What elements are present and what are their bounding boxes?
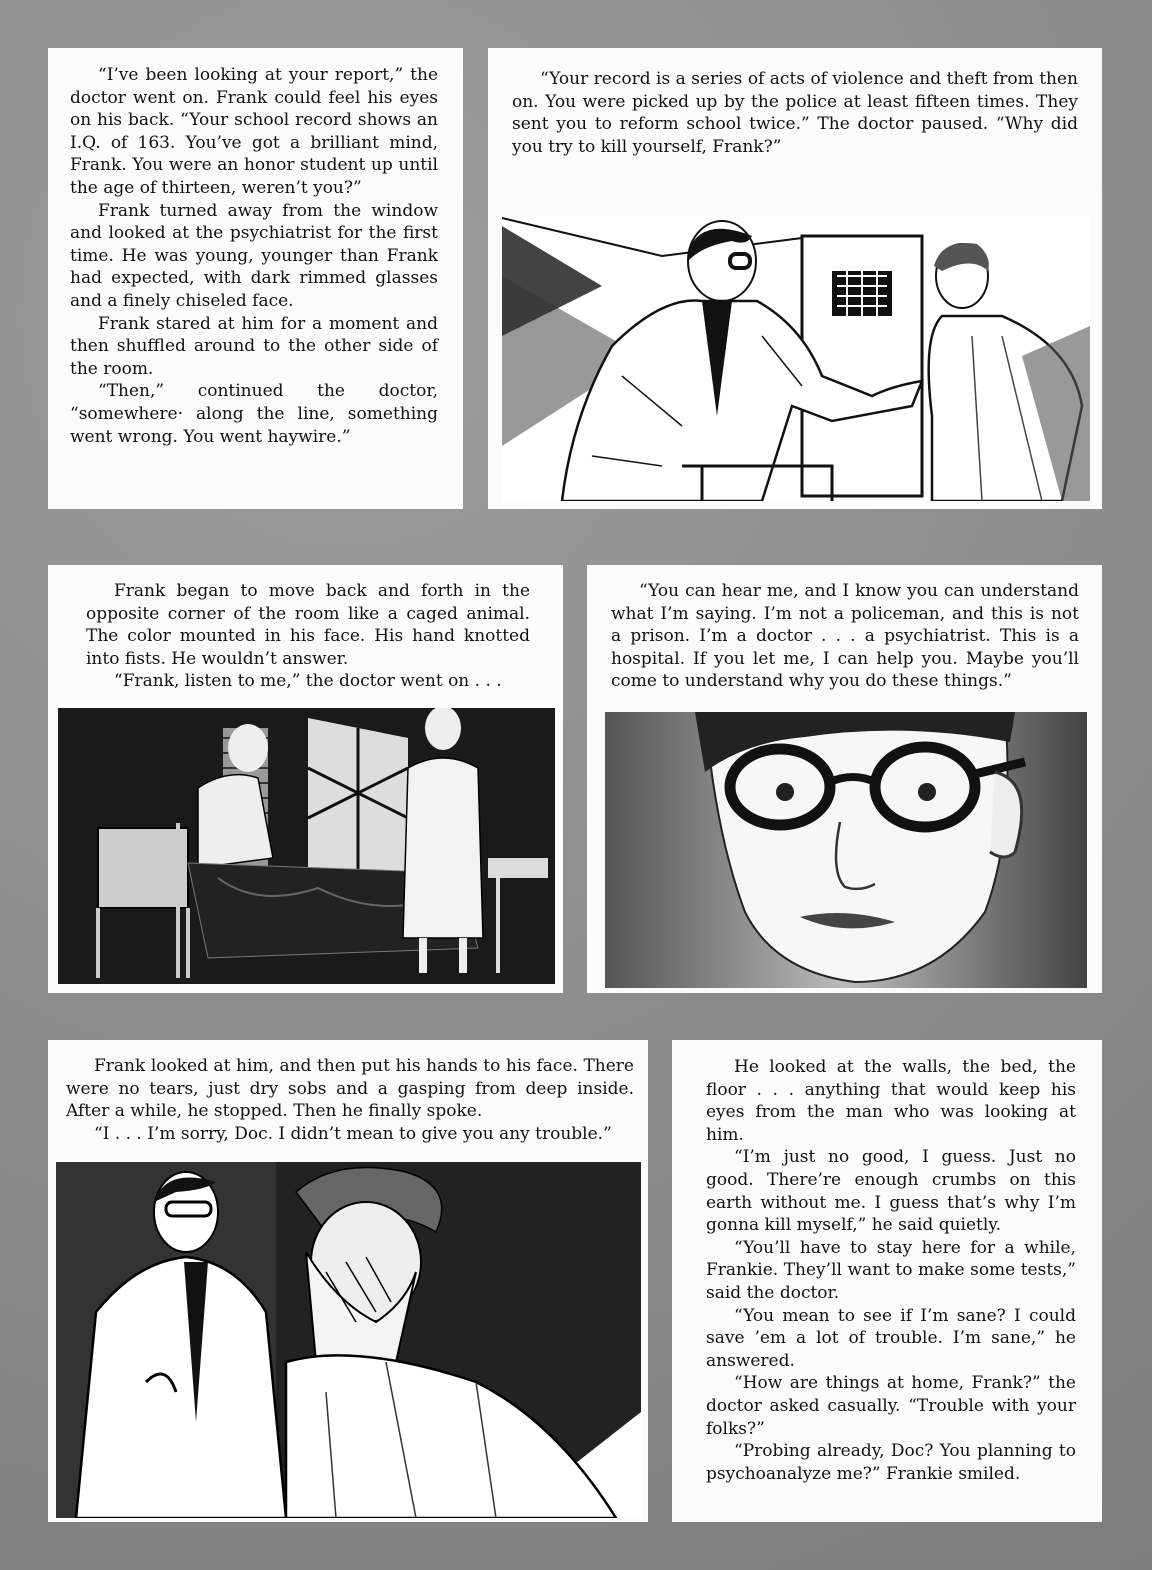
paragraph: Frank turned away from the window and looked at the psychiatrist for the first time. He was young, younger than Frank had expected, with dark rimmed glasses and a finely chiseled face. [70, 200, 438, 311]
text-panel-3 [48, 565, 563, 993]
room-bed-illustration [58, 708, 555, 984]
panel-2-text [512, 68, 1078, 158]
paragraph: “You mean to see if I’m sane? I could save ’em a lot of trouble. I’m sane,” he answered. [706, 1305, 1076, 1371]
paragraph: Frank began to move back and forth in the opposite corner of the room like a caged animal. The color mounted in his face. His hand knotted into fists. He wouldn’t answer. [86, 581, 530, 669]
paragraph: “I’m just no good, I guess. Just no good. There’re enough crumbs on this earth without me. I guess that’s why I’m gonna kill myself,” he said quietly. [706, 1147, 1076, 1236]
doctor-gesturing-illustration [502, 216, 1090, 501]
paragraph: “Frank, listen to me,” the doctor went on . . . [114, 671, 502, 692]
panel-5-text [66, 1055, 634, 1145]
paragraph: “I . . . I’m sorry, Doc. I didn’t mean to give you any trouble.” [94, 1123, 612, 1144]
paragraph: “Your record is a series of acts of violence and theft from then on. You were picked up by the police at least fifteen times. They sent you to reform school twice.” The doctor paused. “Why did you try to kill yourself, Frank?” [512, 69, 1078, 157]
paragraph: “You’ll have to stay here for a while, Frankie. They’ll want to make some tests,” said the doctor. [706, 1237, 1076, 1303]
panel-6-text [706, 1056, 1076, 1485]
paragraph: “I’ve been looking at your report,” the doctor went on. Frank could feel his eyes on his back. “Your school record shows an I.Q. of 163. You’ve got a brilliant mind, Frank. You were an honor student up until the age of thirteen, weren’t you?” [70, 65, 438, 198]
paragraph: “Probing already, Doc? You planning to psychoanalyze me?” Frankie smiled. [706, 1441, 1076, 1484]
text-panel-5 [48, 1040, 648, 1522]
paragraph: He looked at the walls, the bed, the floor . . . anything that would keep his eyes from the man who was looking at him. [706, 1057, 1076, 1145]
text-panel-6 [672, 1040, 1102, 1522]
paragraph: “How are things at home, Frank?” the doctor asked casually. “Trouble with your folks?” [706, 1373, 1076, 1439]
panel-3-text [86, 580, 530, 693]
panel-4-text [611, 580, 1079, 693]
text-panel-1 [48, 48, 463, 509]
paragraph: “Then,” continued the doctor, “somewhere· along the line, something went wrong. You went haywire.” [70, 381, 438, 447]
paragraph: Frank stared at him for a moment and then shuffled around to the other side of the room. [70, 313, 438, 379]
text-panel-4 [587, 565, 1102, 993]
paragraph: Frank looked at him, and then put his hands to his face. There were no tears, just dry sobs and a gasping from deep inside. After a while, he stopped. Then he finally spoke. [66, 1056, 634, 1122]
frank-hands-face-illustration [56, 1162, 641, 1518]
doctor-closeup-illustration [605, 712, 1087, 988]
panel-1-text [70, 64, 438, 448]
text-panel-2 [488, 48, 1102, 509]
paragraph: “You can hear me, and I know you can understand what I’m saying. I’m not a policeman, and this is not a prison. I’m a doctor . . . a psychiatrist. This is a hospital. If you let me, I can help you. Maybe you’ll come to understand why you do these things.” [611, 581, 1079, 692]
